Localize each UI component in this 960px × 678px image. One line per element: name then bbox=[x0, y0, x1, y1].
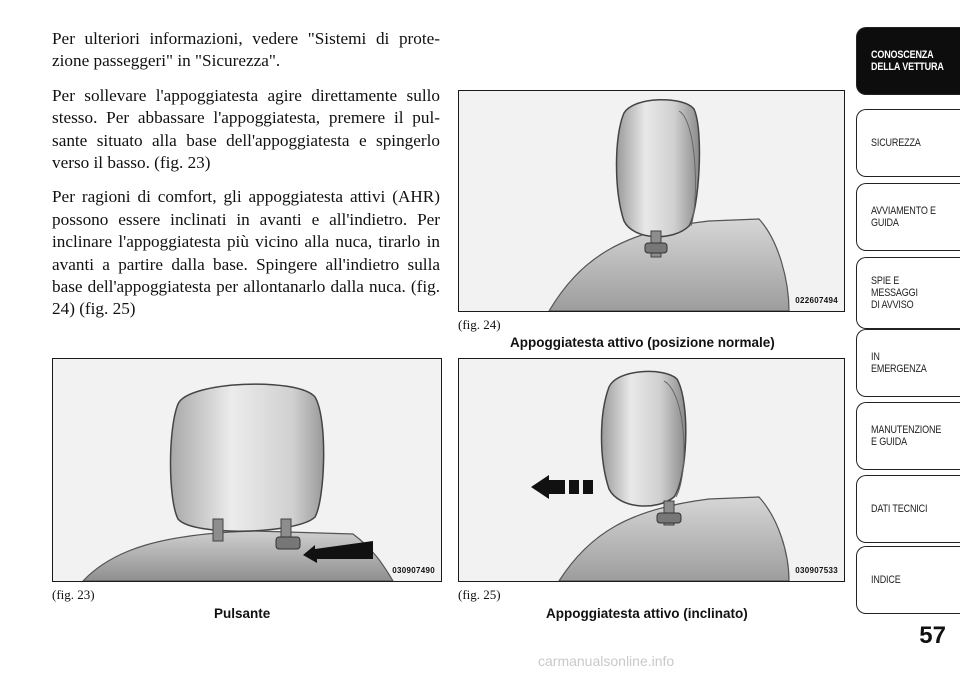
paragraph-3: Per ragioni di comfort, gli appoggiatesta attivi (AHR) possono essere inclinati in avanti e all'indietro. Per inclinare l'appoggiatesta più vicino alla nuca, tirarlo in avanti a partire dalla base. Spingere all'indietro sulla base dell'appoggiatesta per allontanarlo dalla nuca. (fig. 24) (fig. 25) bbox=[52, 187, 440, 319]
body-text bbox=[52, 28, 440, 333]
watermark[interactable]: carmanualsonline.info bbox=[538, 653, 675, 669]
figure-25 bbox=[458, 358, 845, 582]
tab-label: AVVIAMENTO E GUIDA bbox=[871, 205, 936, 229]
figure-24-label: (fig. 24) bbox=[458, 317, 501, 332]
tab-label: MANUTENZIONE E GUIDA bbox=[871, 424, 942, 448]
tab-dati-tecnici[interactable] bbox=[856, 475, 960, 543]
tab-label: SICUREZZA bbox=[871, 137, 921, 149]
figure-24 bbox=[458, 90, 845, 312]
figure-24-caption: Appoggiatesta attivo (posizione normale) bbox=[510, 335, 775, 350]
figure-code: 030907533 bbox=[795, 566, 838, 575]
paragraph-1: Per ulteriori informazioni, vedere "Sistemi di prote-zione passeggeri" in "Sicurezza". bbox=[52, 29, 440, 71]
tab-avviamento-e-guida[interactable] bbox=[856, 183, 960, 251]
tab-label: IN EMERGENZA bbox=[871, 351, 927, 375]
page-number: 57 bbox=[919, 622, 946, 649]
tab-in-emergenza[interactable] bbox=[856, 329, 960, 397]
figure-23 bbox=[52, 358, 442, 582]
tab-label: CONOSCENZA DELLA VETTURA bbox=[871, 49, 944, 73]
tab-label: INDICE bbox=[871, 574, 901, 586]
tab-conoscenza-della-vettura[interactable] bbox=[856, 27, 960, 95]
figure-23-caption: Pulsante bbox=[214, 606, 271, 621]
figure-25-label: (fig. 25) bbox=[458, 587, 501, 602]
arrow-left-icon bbox=[531, 475, 593, 499]
tab-manutenzione-e-guida[interactable] bbox=[856, 402, 960, 470]
tab-indice[interactable] bbox=[856, 546, 960, 614]
tab-label: SPIE E MESSAGGI DI AVVISO bbox=[871, 275, 918, 311]
paragraph-2: Per sollevare l'appoggiatesta agire direttamente sullo stesso. Per abbassare l'appoggiatesta, premere il pul-sante situato alla base dell'appoggiatesta e spingerlo verso il basso. (fig. 23) bbox=[52, 85, 440, 173]
headrest-tilted-illustration bbox=[459, 359, 844, 581]
figure-25-caption: Appoggiatesta attivo (inclinato) bbox=[546, 606, 748, 621]
figure-code: 030907490 bbox=[392, 566, 435, 575]
figure-23-label: (fig. 23) bbox=[52, 587, 95, 602]
tab-label: DATI TECNICI bbox=[871, 503, 928, 515]
headrest-normal-illustration bbox=[459, 91, 844, 311]
headrest-button-illustration bbox=[53, 359, 441, 581]
tab-spie-e-messaggi[interactable] bbox=[856, 257, 960, 329]
tab-sicurezza[interactable] bbox=[856, 109, 960, 177]
figure-code: 022607494 bbox=[795, 296, 838, 305]
